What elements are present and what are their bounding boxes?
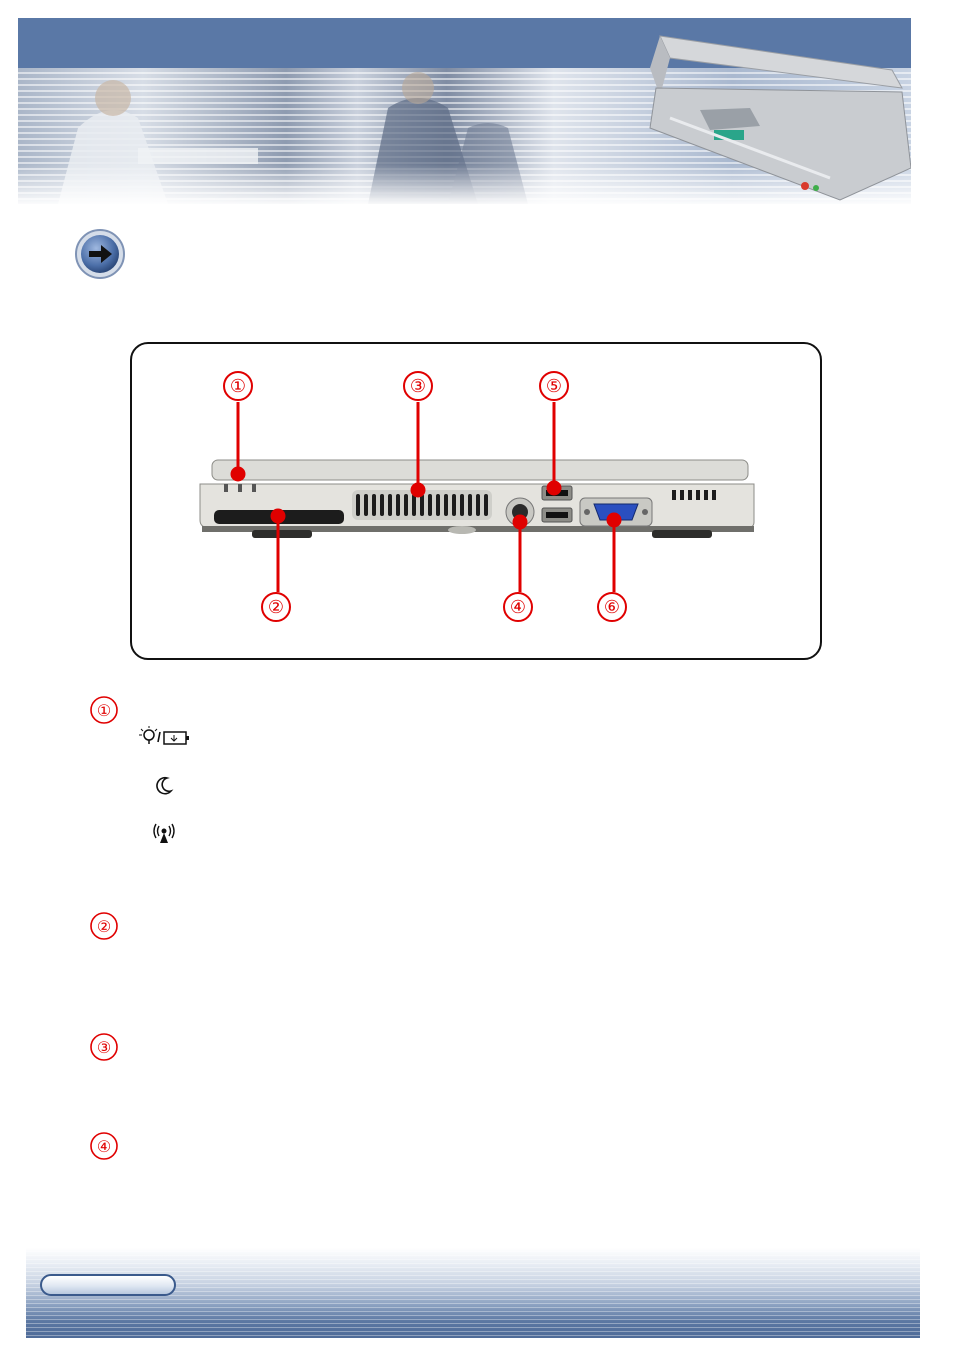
vent-slot xyxy=(468,494,472,516)
item-2-marker xyxy=(89,911,119,941)
callout-6 xyxy=(595,590,629,624)
footer-page-tab xyxy=(40,1274,176,1296)
svg-text:③: ③ xyxy=(96,1038,112,1057)
vent-slot xyxy=(460,494,464,516)
callout-1 xyxy=(221,369,255,403)
svg-text:②: ② xyxy=(96,917,112,936)
vent-slot xyxy=(476,494,480,516)
svg-text:②: ② xyxy=(267,597,285,618)
vent-slot xyxy=(396,494,400,516)
vent-slot xyxy=(436,494,440,516)
item-4-marker xyxy=(89,1131,119,1161)
vent-slot xyxy=(372,494,376,516)
suspend-led-icon xyxy=(152,774,176,798)
vent-slot xyxy=(484,494,488,516)
vent-slot xyxy=(364,494,368,516)
svg-text:⑤: ⑤ xyxy=(545,376,563,397)
item-1-marker xyxy=(89,695,119,725)
callout-3 xyxy=(401,369,435,403)
header-banner xyxy=(18,18,911,204)
callout-4 xyxy=(501,590,535,624)
vent-slot xyxy=(444,494,448,516)
wireless-lan-led-icon xyxy=(150,822,178,846)
svg-text:④: ④ xyxy=(509,597,527,618)
vent-slot xyxy=(404,494,408,516)
vent-slot xyxy=(420,494,424,516)
item-3-marker xyxy=(89,1032,119,1062)
arrow-right-icon xyxy=(74,228,126,280)
callout-5 xyxy=(537,369,571,403)
vent-slot xyxy=(356,494,360,516)
vent-slot xyxy=(428,494,432,516)
vent-slot xyxy=(388,494,392,516)
svg-text:④: ④ xyxy=(96,1137,112,1156)
svg-text:①: ① xyxy=(229,376,247,397)
callout-2 xyxy=(259,590,293,624)
vent-slot xyxy=(452,494,456,516)
svg-text:⑥: ⑥ xyxy=(603,597,621,618)
svg-text:③: ③ xyxy=(409,376,427,397)
power-battery-led-icon xyxy=(136,724,192,748)
svg-text:①: ① xyxy=(96,701,112,720)
vent-slot xyxy=(412,494,416,516)
vent-slot xyxy=(380,494,384,516)
laptop-image xyxy=(630,18,911,204)
